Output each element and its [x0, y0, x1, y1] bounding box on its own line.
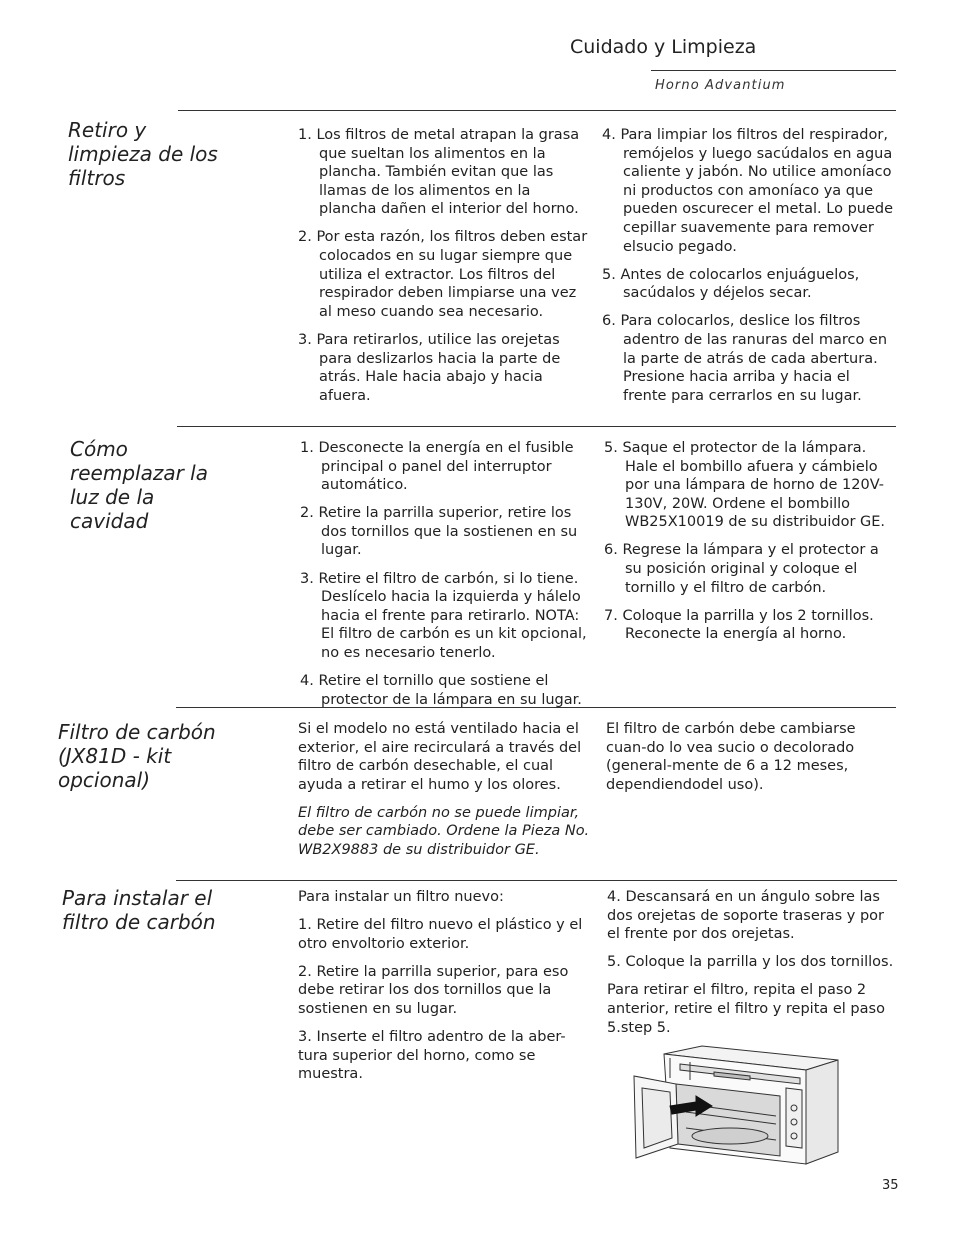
- paragraph: 4. Descansará en un ángulo sobre las dos orejetas de soporte traseras y por el frente por dos orejetas.: [607, 889, 885, 943]
- note-italic: El filtro de carbón no se puede limpiar, debe ser cambiado. Ordene la Pieza No. WB2X9883 de su distribuidor GE.: [298, 804, 590, 859]
- paragraph: 2. Retire la parrilla superior, para eso debe retirar los dos tornillos que la sostienen en su lugar.: [298, 963, 569, 1017]
- oven-filter-illustration: [630, 1044, 840, 1172]
- paragraph: 5. Antes de colocarlos enjuáguelos, sacúdalos y déjelos secar.: [602, 266, 860, 302]
- paragraph: 3. Inserte el filtro adentro de la aber-tura superior del horno, como se muestra.: [298, 1029, 566, 1083]
- paragraph: 2. Por esta razón, los filtros deben estar colocados en su lugar siempre que utiliza el extractor. Los filtros del respirador deben limpiarse una vez al meso cuando sea necesario.: [298, 229, 588, 320]
- section-charcoal-right-column: [606, 720, 892, 804]
- header-divider: [651, 70, 896, 71]
- paragraph: 4. Retire el tornillo que sostiene el protector de la lámpara en su lugar.: [300, 673, 582, 708]
- page-number: 35: [882, 1178, 899, 1193]
- paragraph: 2. Retire la parrilla superior, retire los dos tornillos que la sostienen en su lugar.: [300, 505, 578, 559]
- paragraph: 5. Coloque la parrilla y los dos tornillos.: [607, 954, 894, 971]
- paragraph: El filtro de carbón debe cambiarse cuan-do lo vea sucio o decolorado (general-mente de 6 a 12 meses, dependiendodel uso).: [606, 721, 856, 793]
- paragraph: 5. Saque el protector de la lámpara. Hale el bombillo afuera y cámbielo por una lámpara de horno de 120V-130V, 20W. Ordene el bombillo WB25X10019 de su distribuidor GE.: [604, 440, 886, 531]
- section-divider: [176, 880, 897, 881]
- paragraph: 1. Retire del filtro nuevo el plástico y el otro envoltorio exterior.: [298, 917, 583, 952]
- paragraph: Para retirar el filtro, repita el paso 2 anterior, retire el filtro y repita el paso 5.step 5.: [607, 982, 885, 1036]
- paragraph: Para instalar un filtro nuevo:: [298, 889, 504, 905]
- paragraph: 7. Coloque la parrilla y los 2 tornillos. Reconecte la energía al horno.: [604, 607, 874, 643]
- paragraph: Si el modelo no está ventilado hacia el exterior, el aire recirculará a través del filtro de carbón desechable, el cual ayuda a retirar el humo y los olores.: [298, 721, 582, 793]
- section-divider: [177, 426, 896, 427]
- section-title-filters: Retiro y limpieza de los filtros: [68, 118, 218, 190]
- paragraph: 3. Para retirarlos, utilice las orejetas para deslizarlos hacia la parte de atrás. Hale hacia abajo y hacia afuera.: [298, 331, 561, 404]
- paragraph: 4. Para limpiar los filtros del respirador, remójelos y luego sacúdalos en agua caliente y jabón. No utilice amoníaco ni productos con amoníaco ya que pueden oscurecer el metal. Lo puede cepillar suavemente para remover elsucio pegado.: [602, 127, 894, 255]
- section-divider: [176, 707, 896, 708]
- section-title-charcoal-filter: Filtro de carbón (JX81D - kit opcional): [58, 720, 216, 792]
- paragraph: 1. Desconecte la energía en el fusible principal o panel del interruptor automático.: [300, 440, 574, 494]
- paragraph: 6. Regrese la lámpara y el protector a su posición original y coloque el tornillo y el filtro de carbón.: [604, 542, 879, 596]
- section-filters-right-column: [602, 126, 894, 415]
- section-title-install-filter: Para instalar el filtro de carbón: [62, 886, 216, 934]
- section-install-left-column: [298, 888, 588, 1093]
- page-title: Cuidado y Limpieza: [570, 36, 757, 58]
- section-divider: [178, 110, 896, 111]
- section-light-right-column: [604, 439, 894, 653]
- paragraph: 1. Los filtros de metal atrapan la grasa que sueltan los alimentos en la plancha. También evitan que las llamas de los alimentos en la plancha dañen el interior del horno.: [298, 127, 580, 218]
- section-charcoal-left-column: [298, 720, 590, 869]
- section-install-right-column: [607, 888, 897, 1047]
- paragraph: 6. Para colocarlos, deslice los filtros adentro de las ranuras del marco en la parte de atrás de cada abertura. Presione hacia arriba y hacia el frente para cerrarlos en su lugar.: [602, 313, 888, 404]
- paragraph: 3. Retire el filtro de carbón, si lo tiene. Deslícelo hacia la izquierda y hálelo hacia el frente para retirarlo. NOTA: El filtro de carbón es un kit opcional, no es necesario tenerlo.: [300, 570, 587, 661]
- section-title-light: Cómo reemplazar la luz de la cavidad: [70, 437, 208, 533]
- section-filters-left-column: [298, 126, 588, 415]
- section-light-left-column: [300, 439, 590, 719]
- page-subtitle: Horno Advantium: [655, 78, 786, 93]
